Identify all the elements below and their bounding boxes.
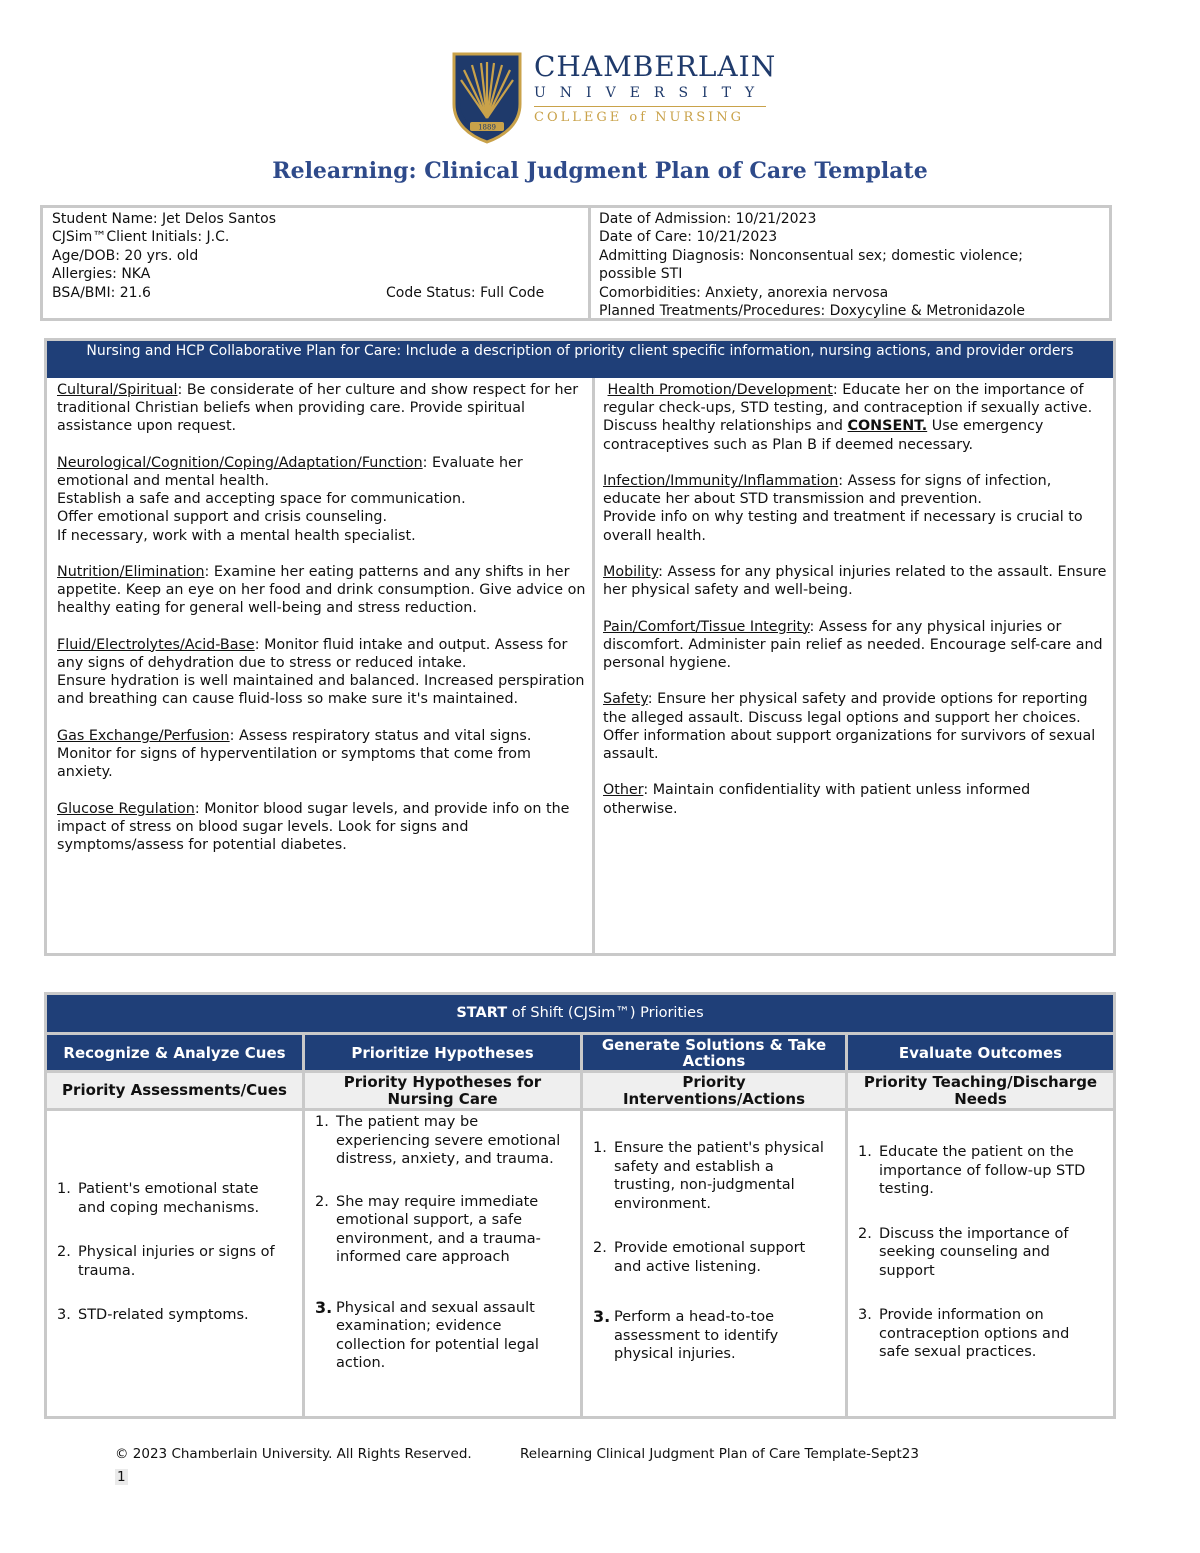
admission-date: Date of Admission: 10/21/2023 [599, 211, 817, 227]
section-label: Other [603, 782, 644, 799]
list-item: 2. She may require immediate emotional support, a safe environment, and a trauma-informed care approach [315, 1193, 541, 1265]
age-dob: Age/DOB: 20 yrs. old [52, 247, 199, 264]
info-divider [588, 208, 591, 318]
collab-divider [592, 378, 595, 953]
hypotheses-list [315, 1113, 565, 1373]
list-item: 2. Physical injuries or signs of trauma. [57, 1244, 275, 1279]
list-item: 3. Provide information on contraception options and safe sexual practices. [858, 1307, 1070, 1360]
health-promotion-section: Health Promotion/Development: Educate her on the importance of regular check-ups, STD testing, and contraception if sexually active. Discuss healthy relationships and CONSENT. Use emergency contraceptives such as Plan B if deemed necessary. [603, 382, 1093, 453]
brand-divider [534, 106, 766, 107]
student-info-box [40, 205, 1112, 321]
student-info-right [599, 210, 1099, 320]
other-section: Other: Maintain confidentiality with patient unless informed otherwise. [603, 782, 1031, 817]
list-item: 3. STD-related symptoms. [57, 1307, 249, 1323]
header-evaluate: Evaluate Outcomes [848, 1035, 1113, 1070]
list-item: 2. Provide emotional support and active listening. [593, 1240, 806, 1275]
assessments-list [57, 1180, 287, 1325]
section-label: Glucose Regulation [57, 800, 195, 817]
header-prioritize: Prioritize Hypotheses [305, 1035, 580, 1070]
collaborative-plan-header: Nursing and HCP Collaborative Plan for Care: Include a description of priority client specific information, nursing actions, and provider orders [47, 341, 1113, 378]
section-label: Nutrition/Elimination [57, 564, 205, 580]
planned-treatments: Planned Treatments/Procedures: Doxycyline & Metronidazole [599, 303, 1026, 320]
header-recognize: Recognize & Analyze Cues [47, 1035, 302, 1070]
chamberlain-logo [452, 50, 777, 147]
cultural-section: Cultural/Spiritual: Be considerate of her culture and show respect for her traditional Christian beliefs when providing care. Provide spiritual assistance upon request. [57, 382, 579, 435]
code-status: Code Status: Full Code [386, 284, 545, 301]
infection-section: Infection/Immunity/Inflammation: Assess for signs of infection, educate her about STD transmission and prevention. Provide info on why testing and treatment if necessary is crucial to overall health. [603, 473, 1083, 544]
section-label: Neurological/Cognition/Coping/Adaptation/Function [57, 454, 423, 471]
subheader-assessments: Priority Assessments/Cues [47, 1073, 302, 1108]
subheader-hypotheses: Priority Hypotheses for Nursing Care [305, 1073, 580, 1108]
brand-university: UNIVERSITY [534, 85, 769, 101]
brand-college: COLLEGE of NURSING [534, 110, 745, 125]
section-label: Infection/Immunity/Inflammation [603, 473, 839, 489]
priorities-table [44, 992, 1116, 1419]
safety-section: Safety: Ensure her physical safety and provide options for reporting the alleged assault. Discuss legal options and support her choices. Offer information about support organizations for survivors of sexual assault. [603, 691, 1096, 762]
subheader-teaching: Priority Teaching/Discharge Needs [848, 1073, 1113, 1108]
list-item: 1. Ensure the patient's physical safety and establish a trusting, non-judgmental environment. [593, 1140, 824, 1212]
glucose-section: Glucose Regulation: Monitor blood sugar levels, and provide info on the impact of stress on blood sugar levels. Look for signs and symptoms/assess for potential diabetes. [57, 800, 570, 853]
collab-left-column [57, 381, 587, 872]
col-divider [580, 1032, 583, 1416]
mobility-section: Mobility: Assess for any physical injuries related to the assault. Ensure her physical safety and well-being. [603, 564, 1107, 599]
list-item: 3. Physical and sexual assault examination; evidence collection for potential legal action. [315, 1297, 539, 1371]
priorities-title: START of Shift (CJSim™) Priorities [47, 995, 1113, 1032]
collab-right-column [603, 381, 1108, 836]
neuro-section: Neurological/Cognition/Coping/Adaptation/Function: Evaluate her emotional and mental health. Establish a safe and accepting space for communication. Offer emotional support and crisis counseling. If necessary, work with a mental health specialist. [57, 454, 523, 544]
pain-section: Pain/Comfort/Tissue Integrity: Assess for any physical injuries or discomfort. Administer pain relief as needed. Encourage self-care and personal hygiene. [603, 618, 1103, 671]
header-generate: Generate Solutions & Take Actions [583, 1035, 845, 1070]
col-divider [302, 1032, 305, 1416]
svg-text:1889: 1889 [478, 123, 496, 132]
section-label: Safety [603, 691, 648, 708]
brand-text [534, 52, 776, 125]
page-title: Relearning: Clinical Judgment Plan of Care Template [272, 158, 928, 184]
col-divider [845, 1032, 848, 1416]
page-number: 1 [117, 1469, 126, 1485]
document-name: Relearning Clinical Judgment Plan of Care Template-Sept23 [520, 1446, 919, 1462]
section-label: Pain/Comfort/Tissue Integrity [603, 618, 810, 635]
list-item: 1. Patient's emotional state and coping mechanisms. [57, 1181, 260, 1216]
list-item: 3. Perform a head-to-toe assessment to identify physical injuries. [593, 1307, 779, 1362]
admitting-diagnosis-cont: possible STI [599, 266, 683, 283]
footer [115, 1446, 919, 1462]
list-item: 1. The patient may be experiencing severe emotional distress, anxiety, and trauma. [315, 1114, 561, 1167]
copyright: © 2023 Chamberlain University. All Rights Reserved. [115, 1446, 472, 1462]
teaching-list [858, 1143, 1103, 1362]
admitting-diagnosis: Admitting Diagnosis: Nonconsentual sex; domestic violence; [599, 247, 1023, 264]
care-date: Date of Care: 10/21/2023 [599, 229, 778, 246]
section-label: Fluid/Electrolytes/Acid-Base [57, 636, 255, 653]
student-info-left [52, 210, 582, 302]
collaborative-plan-box [44, 338, 1116, 956]
list-item: 2. Discuss the importance of seeking counseling and support [858, 1225, 1069, 1279]
section-label: Cultural/Spiritual [57, 382, 178, 398]
allergies: Allergies: NKA [52, 266, 151, 283]
comorbidities: Comorbidities: Anxiety, anorexia nervosa [599, 284, 889, 301]
section-label: Gas Exchange/Perfusion [57, 727, 230, 744]
bsa-bmi: BSA/BMI: 21.6 [52, 284, 151, 301]
nutrition-section: Nutrition/Elimination: Examine her eating patterns and any shifts in her appetite. Keep an eye on her food and drink consumption. Give advice on healthy eating for general well-being and stress reduction. [57, 564, 586, 617]
section-label: Health Promotion/Development [607, 382, 833, 398]
subheader-interventions: Priority Interventions/Actions [583, 1073, 845, 1108]
section-label: Mobility [603, 564, 659, 580]
consent-emphasis: CONSENT. [847, 418, 928, 435]
client-initials: CJSim™Client Initials: J.C. [52, 229, 230, 246]
interventions-list [593, 1139, 833, 1364]
fluid-section: Fluid/Electrolytes/Acid-Base: Monitor fluid intake and output. Assess for any signs of dehydration due to stress or reduced intake. Ensure hydration is well maintained and balanced. Increased perspiration and breathing can cause fluid-loss so make sure it's maintained. [57, 636, 585, 708]
crest-icon [452, 52, 522, 144]
list-item: 1. Educate the patient on the importance of follow-up STD testing. [858, 1144, 1086, 1197]
brand-name: CHAMBERLAIN [534, 50, 777, 83]
student-name: Student Name: Jet Delos Santos [52, 211, 276, 227]
gas-exchange-section: Gas Exchange/Perfusion: Assess respiratory status and vital signs. Monitor for signs of hyperventilation or symptoms that come from anxiety. [57, 727, 532, 781]
